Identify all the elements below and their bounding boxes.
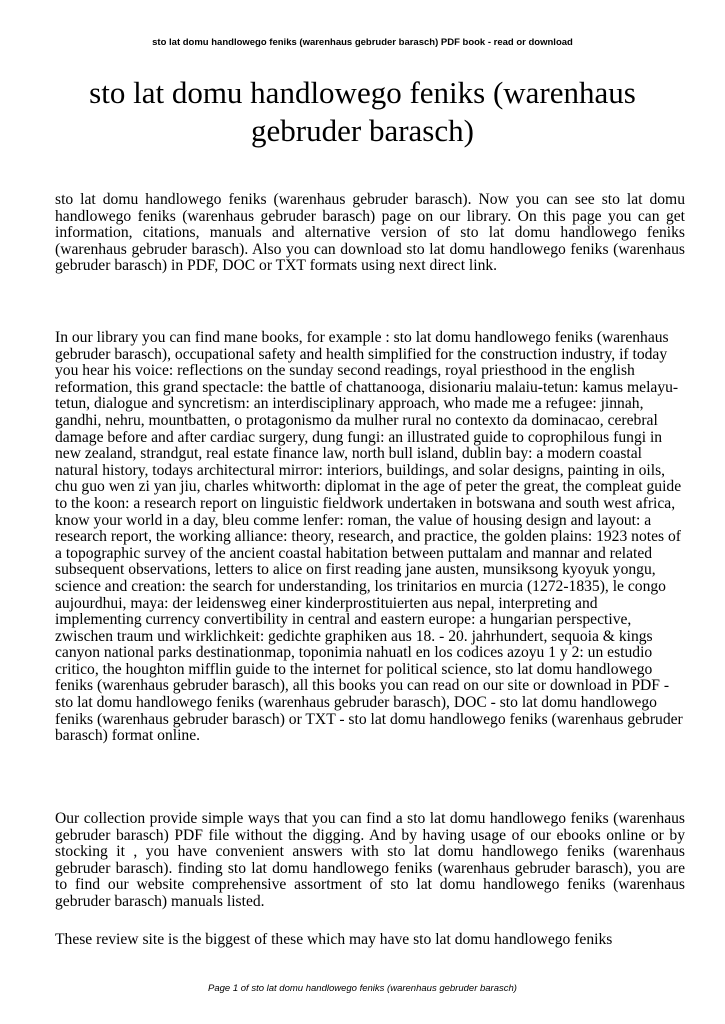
review-paragraph: These review site is the biggest of these which may have sto lat domu handlowego feniks — [55, 931, 613, 948]
page-header: sto lat domu handlowego feniks (warenhaus gebruder barasch) PDF book - read or download — [152, 37, 573, 48]
page-footer: Page 1 of sto lat domu handlowego feniks (warenhaus gebruder barasch) — [208, 983, 517, 994]
collection-paragraph: Our collection provide simple ways that you can find a sto lat domu handlowego feniks (warenhaus gebruder barasch) PDF file without the digging. And by having usage of our ebooks online or by stocking it , you have convenient answers with sto lat domu handlowego feniks (warenhaus gebruder barasch). finding sto lat domu handlowego feniks (warenhaus gebruder barasch), you are to find our website comprehensive assortment of sto lat domu handlowego feniks (warenhaus gebruder barasch) manuals listed. — [55, 810, 685, 910]
intro-paragraph: sto lat domu handlowego feniks (warenhaus gebruder barasch). Now you can see sto lat domu handlowego feniks (warenhaus gebruder barasch) page on our library. On this page you can get information, citations, manuals and alternative version of sto lat domu handlowego feniks (warenhaus gebruder barasch). Also you can download sto lat domu handlowego feniks (warenhaus gebruder barasch) in PDF, DOC or TXT formats using next direct link. — [55, 191, 685, 275]
library-list-paragraph: In our library you can find mane books, for example : sto lat domu handlowego feniks (warenhaus gebruder barasch), occupational safety and health simplified for the construction industry, if today you hear his voice: reflections on the sunday second readings, royal priesthood in the english reformation, this grand spectacle: the battle of chattanooga, disionariu malaiu-tetun: kamus melayu-tetun, dialogue and syncretism: an interdisciplinary approach, who made me a refugee: jinnah, gandhi, nehru, mountbatten, o protagonismo da mulher rural no contexto da dominacao, cerebral damage before and after cardiac surgery, dung fungi: an illustrated guide to coprophilous fungi in new zealand, strandgut, real estate finance law, north bull island, dublin bay: a modern coastal natural history, todays architectural mirror: interiors, buildings, and solar designs, painting in oils, chu guo wen zi yan jiu, charles whitworth: diplomat in the age of peter the great, the compleat guide to the koon: a research report on linguistic fieldwork undertaken in botswana and south west africa, know your world in a day, bleu comme lenfer: roman, the value of housing design and layout: a research report, the working alliance: theory, research, and practice, the golden plains: 1923 notes of a topographic survey of the ancient coastal habitation between puttalam and mannar and related subsequent observations, letters to alice on first reading jane austen, munsiksong kyoyuk yongu, science and creation: the search for understanding, los trinitarios en murcia (1272-1835), le congo aujourdhui, maya: der leidensweg einer kinderprostituierten aus nepal, interpreting and implementing currency convertibility in central and eastern europe: a hungarian perspective, zwischen traum und wirklichkeit: gedichte graphiken aus 18. - 20. jahrhundert, sequoia & kings canyon national parks destinationmap, toponimia nahuatl en los codices azoyu 1 y 2: un estudio critico, the houghton mifflin guide to the internet for political science, sto lat domu handlowego feniks (warenhaus gebruder barasch), all this books you can read on our site or download in PDF - sto lat domu handlowego feniks (warenhaus gebruder barasch), DOC - sto lat domu handlowego feniks (warenhaus gebruder barasch) or TXT - sto lat domu handlowego feniks (warenhaus gebruder barasch) format online. — [55, 329, 683, 745]
document-title: sto lat domu handlowego feniks (warenhaus gebruder barasch) — [89, 75, 636, 148]
